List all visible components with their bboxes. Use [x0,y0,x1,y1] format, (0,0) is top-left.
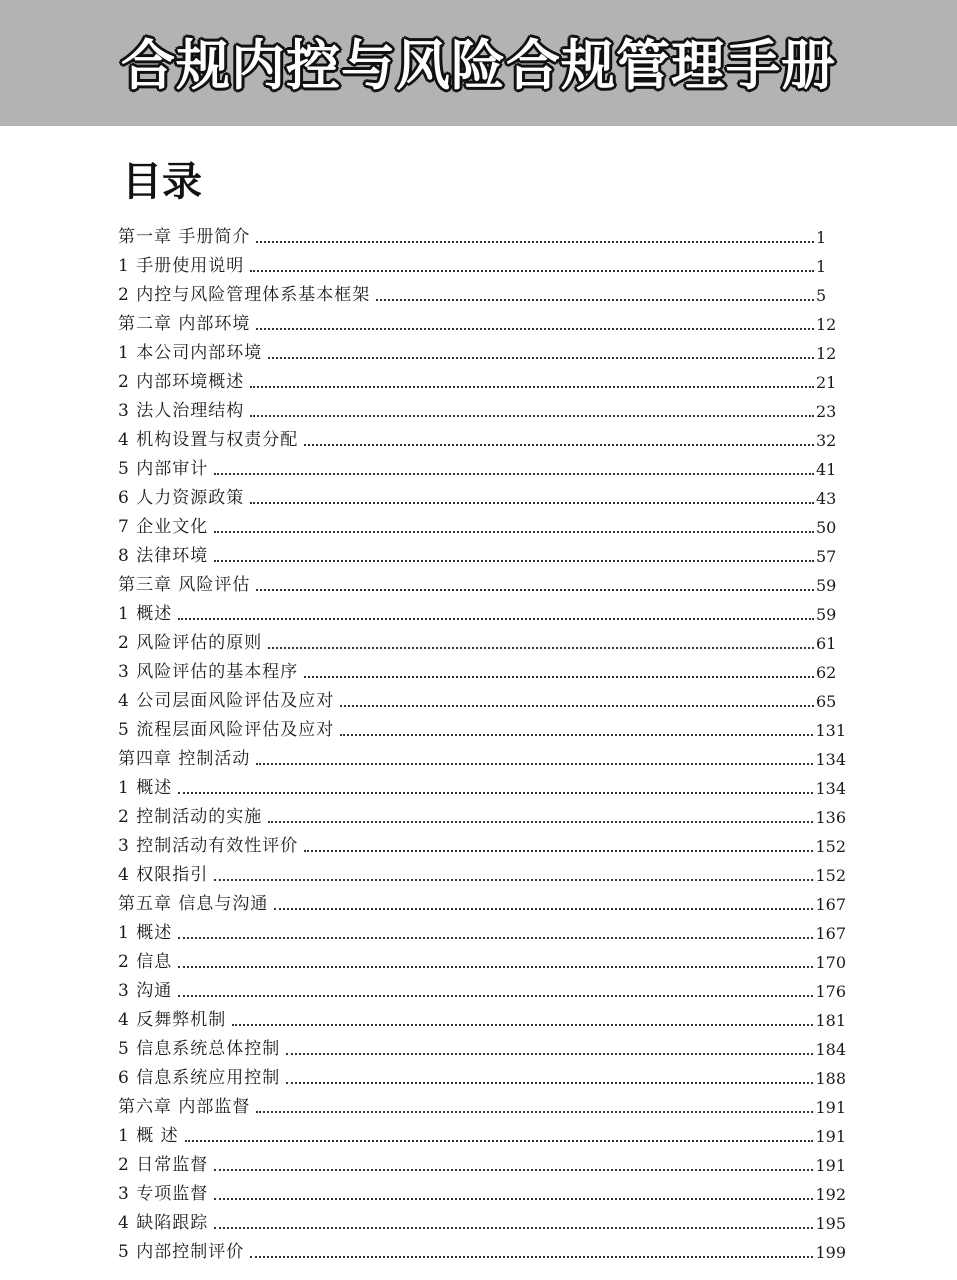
toc-entry-page-number: 50 [816,518,837,537]
toc-leader-dots [268,821,813,823]
toc-leader-dots [185,1140,814,1142]
toc-entry [118,977,846,1006]
toc-entry-label: 1 手册使用说明 [118,256,245,276]
toc-entry [118,310,846,339]
toc-entry-page-number: 61 [816,634,837,653]
toc-entry [118,1209,846,1238]
toc-entry-page-number: 136 [815,808,846,827]
toc-entry-label: 6 人力资源政策 [118,488,245,508]
toc-entry-label: 5 流程层面风险评估及应对 [118,720,335,740]
toc-entry-page-number: 152 [815,837,846,856]
toc-entry-page-number: 41 [816,460,837,479]
toc-entry-label: 7 企业文化 [118,517,209,537]
toc-entry-page-number: 167 [815,895,846,914]
toc-entry-page-number: 23 [816,402,837,421]
toc-entry-page-number: 59 [816,605,837,624]
toc-leader-dots [178,966,813,968]
toc-entry-label: 2 信息 [118,952,173,972]
toc-leader-dots [304,676,814,678]
toc-leader-dots [178,618,814,620]
toc-entry [118,1238,846,1267]
toc-leader-dots [214,1227,813,1229]
toc-leader-dots [178,995,813,997]
toc-entry-label: 1 概 述 [118,1126,179,1146]
toc-entry [118,252,846,281]
toc-leader-dots [214,531,814,533]
toc-leader-dots [232,1024,813,1026]
toc-entry-page-number: 191 [815,1156,846,1175]
toc-leader-dots [250,1256,813,1258]
toc-leader-dots [340,734,813,736]
toc-entry [118,716,846,745]
toc-leader-dots [286,1082,813,1084]
toc-leader-dots [274,908,813,910]
document-title: 合规内控与风险合规管理手册 [121,34,836,97]
toc-entry [118,919,846,948]
toc-entry-page-number: 199 [815,1243,846,1262]
toc-entry-label: 4 机构设置与权责分配 [118,430,299,450]
toc-entry [118,571,846,600]
toc-entry [118,397,846,426]
toc-entry-label: 1 概述 [118,923,173,943]
toc-leader-dots [178,937,813,939]
toc-entry-page-number: 170 [815,953,846,972]
toc-leader-dots [286,1053,813,1055]
toc-entry [118,455,846,484]
toc-entry [118,774,846,803]
toc-entry-page-number: 43 [816,489,837,508]
toc-entry-page-number: 192 [815,1185,846,1204]
toc-entry-page-number: 12 [816,344,837,363]
toc-leader-dots [214,560,814,562]
toc-entry-label: 2 控制活动的实施 [118,807,263,827]
toc-entry-label: 第六章 内部监督 [118,1097,251,1117]
toc-leader-dots [178,792,813,794]
toc-leader-dots [304,444,814,446]
toc-entry-label: 5 内部审计 [118,459,209,479]
toc-entry [118,600,846,629]
toc-entry-page-number: 5 [816,286,827,305]
toc-entry-page-number: 195 [815,1214,846,1233]
toc-entry-label: 2 内控与风险管理体系基本框架 [118,285,371,305]
toc-entry-label: 5 信息系统总体控制 [118,1039,281,1059]
toc-entry [118,745,846,774]
toc-entry-label: 3 沟通 [118,981,173,1001]
title-banner [0,0,957,126]
toc-entry-label: 2 风险评估的原则 [118,633,263,653]
toc-entry [118,339,846,368]
toc-leader-dots [256,589,814,591]
toc-leader-dots [214,473,814,475]
toc-entry [118,658,846,687]
toc-leader-dots [250,502,814,504]
toc-entry-label: 3 专项监督 [118,1184,209,1204]
toc-leader-dots [250,270,814,272]
toc-entry-label: 4 权限指引 [118,865,209,885]
toc-entry-label: 第一章 手册简介 [118,227,251,247]
toc-entry-page-number: 65 [816,692,837,711]
toc-entry-page-number: 1 [816,228,827,247]
toc-entry-label: 1 概述 [118,604,173,624]
toc-entry [118,542,846,571]
toc-entry-label: 3 控制活动有效性评价 [118,836,299,856]
toc-leader-dots [214,879,813,881]
toc-entry-page-number: 134 [815,750,846,769]
toc-entry-page-number: 181 [815,1011,846,1030]
toc-entry-label: 4 缺陷跟踪 [118,1213,209,1233]
toc-heading: 目录 [122,159,202,205]
toc-entry [118,484,846,513]
toc-entry [118,1064,846,1093]
toc-entry-label: 5 内部控制评价 [118,1242,245,1262]
toc-entry-page-number: 176 [815,982,846,1001]
toc-entry-label: 2 内部环境概述 [118,372,245,392]
toc-leader-dots [256,763,813,765]
toc-entry [118,861,846,890]
toc-entry [118,1006,846,1035]
toc-entry-page-number: 191 [815,1098,846,1117]
toc-entry-page-number: 1 [816,257,827,276]
toc-entry-page-number: 184 [815,1040,846,1059]
toc-leader-dots [268,647,814,649]
toc-leader-dots [214,1169,813,1171]
toc-entry-page-number: 21 [816,373,837,392]
toc-entry [118,513,846,542]
toc-entry-page-number: 191 [815,1127,846,1146]
toc-entry-page-number: 62 [816,663,837,682]
toc-entry [118,223,846,252]
toc-entry-label: 2 日常监督 [118,1155,209,1175]
toc-leader-dots [214,1198,813,1200]
toc-entry [118,368,846,397]
toc-entry-label: 第三章 风险评估 [118,575,251,595]
toc-entry-label: 第五章 信息与沟通 [118,894,269,914]
toc-entry-page-number: 188 [815,1069,846,1088]
table-of-contents [118,223,846,1267]
toc-entry [118,832,846,861]
toc-entry-label: 第二章 内部环境 [118,314,251,334]
toc-leader-dots [340,705,814,707]
toc-entry-label: 1 本公司内部环境 [118,343,263,363]
toc-entry-page-number: 59 [816,576,837,595]
toc-entry [118,1093,846,1122]
toc-entry-page-number: 12 [816,315,837,334]
toc-entry [118,1035,846,1064]
toc-entry-label: 3 法人治理结构 [118,401,245,421]
toc-entry [118,1151,846,1180]
toc-leader-dots [250,386,814,388]
toc-entry-label: 3 风险评估的基本程序 [118,662,299,682]
toc-entry-label: 1 概述 [118,778,173,798]
toc-leader-dots [268,357,814,359]
toc-leader-dots [256,241,814,243]
toc-entry-page-number: 131 [815,721,846,740]
toc-leader-dots [250,415,814,417]
toc-entry-label: 4 公司层面风险评估及应对 [118,691,335,711]
toc-entry-page-number: 152 [815,866,846,885]
toc-entry-label: 第四章 控制活动 [118,749,251,769]
toc-entry-label: 4 反舞弊机制 [118,1010,227,1030]
toc-entry-page-number: 134 [815,779,846,798]
toc-entry [118,1180,846,1209]
toc-leader-dots [304,850,813,852]
toc-entry-label: 6 信息系统应用控制 [118,1068,281,1088]
toc-entry-label: 8 法律环境 [118,546,209,566]
toc-leader-dots [256,328,814,330]
toc-entry-page-number: 32 [816,431,837,450]
toc-entry [118,948,846,977]
toc-entry-page-number: 57 [816,547,837,566]
toc-entry [118,687,846,716]
toc-entry [118,1122,846,1151]
toc-leader-dots [256,1111,813,1113]
toc-entry [118,803,846,832]
toc-entry [118,890,846,919]
toc-leader-dots [376,299,814,301]
toc-entry-page-number: 167 [815,924,846,943]
toc-entry [118,426,846,455]
toc-entry [118,629,846,658]
toc-entry [118,281,846,310]
